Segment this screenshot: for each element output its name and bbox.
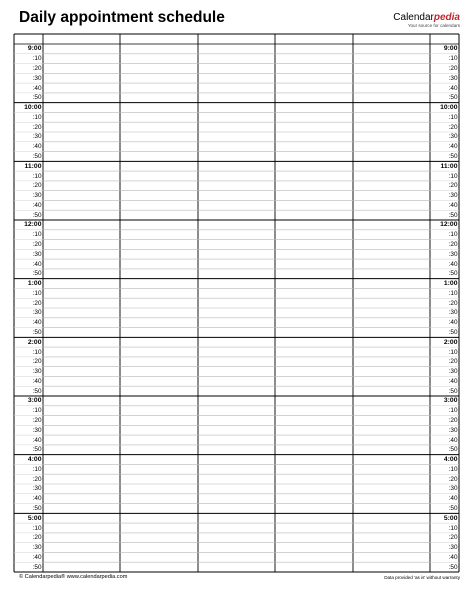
minute-label: :10 <box>448 524 458 532</box>
hour-label: 1:00 <box>443 280 458 288</box>
minute-label: :20 <box>448 358 458 366</box>
minute-label: :30 <box>448 309 458 317</box>
minute-label: :40 <box>448 201 458 209</box>
minute-label: :20 <box>448 475 458 483</box>
minute-label: :40 <box>448 436 458 444</box>
hour-label: 3:00 <box>443 397 458 405</box>
hour-label: 3:00 <box>27 397 42 405</box>
minute-label: :10 <box>32 524 42 532</box>
brand-name-part1: Calendar <box>393 12 434 23</box>
minute-label: :50 <box>448 387 458 395</box>
hour-label: 5:00 <box>443 514 458 522</box>
minute-label: :50 <box>32 446 42 454</box>
minute-label: :40 <box>32 495 42 503</box>
minute-label: :30 <box>448 544 458 552</box>
footer-disclaimer: Data provided 'as is' without warranty <box>384 575 460 580</box>
hour-label: 1:00 <box>27 280 42 288</box>
hour-label: 10:00 <box>24 104 42 112</box>
minute-label: :30 <box>448 192 458 200</box>
minute-label: :30 <box>32 426 42 434</box>
minute-label: :30 <box>448 485 458 493</box>
minute-label: :30 <box>32 485 42 493</box>
minute-label: :40 <box>448 84 458 92</box>
minute-label: :40 <box>32 319 42 327</box>
hour-label: 12:00 <box>440 221 458 229</box>
minute-label: :10 <box>448 289 458 297</box>
hour-label: 12:00 <box>24 221 42 229</box>
minute-label: :20 <box>448 182 458 190</box>
minute-label: :20 <box>32 64 42 72</box>
hour-label: 11:00 <box>24 162 42 170</box>
page-title: Daily appointment schedule <box>19 9 225 26</box>
minute-label: :50 <box>448 563 458 571</box>
minute-label: :10 <box>32 289 42 297</box>
hour-label: 4:00 <box>443 456 458 464</box>
minute-label: :30 <box>32 133 42 141</box>
minute-label: :40 <box>448 553 458 561</box>
minute-label: :20 <box>448 299 458 307</box>
minute-label: :30 <box>32 309 42 317</box>
minute-label: :20 <box>32 534 42 542</box>
minute-label: :10 <box>32 407 42 415</box>
brand-name-part2: pedia <box>433 12 460 23</box>
brand-tagline: Your source for calendars <box>407 23 460 28</box>
minute-label: :10 <box>448 465 458 473</box>
hour-label: 5:00 <box>27 514 42 522</box>
minute-label: :30 <box>448 250 458 258</box>
minute-label: :50 <box>32 504 42 512</box>
minute-label: :40 <box>32 260 42 268</box>
minute-label: :20 <box>448 64 458 72</box>
minute-label: :30 <box>32 192 42 200</box>
minute-label: :20 <box>32 182 42 190</box>
minute-label: :20 <box>448 416 458 424</box>
minute-label: :40 <box>448 260 458 268</box>
minute-label: :40 <box>448 143 458 151</box>
minute-label: :50 <box>32 211 42 219</box>
minute-label: :10 <box>448 407 458 415</box>
minute-label: :50 <box>32 328 42 336</box>
minute-label: :30 <box>448 74 458 82</box>
minute-label: :10 <box>32 231 42 239</box>
minute-label: :40 <box>32 201 42 209</box>
minute-label: :50 <box>448 94 458 102</box>
minute-label: :10 <box>448 55 458 63</box>
minute-label: :50 <box>32 94 42 102</box>
minute-label: :40 <box>32 377 42 385</box>
minute-label: :10 <box>32 172 42 180</box>
hour-label: 2:00 <box>27 338 42 346</box>
minute-label: :20 <box>448 240 458 248</box>
minute-label: :10 <box>32 348 42 356</box>
minute-label: :20 <box>32 240 42 248</box>
minute-label: :50 <box>448 270 458 278</box>
minute-label: :30 <box>32 74 42 82</box>
minute-label: :50 <box>448 211 458 219</box>
minute-label: :20 <box>32 299 42 307</box>
minute-label: :50 <box>32 152 42 160</box>
minute-label: :30 <box>448 426 458 434</box>
minute-label: :50 <box>32 563 42 571</box>
minute-label: :40 <box>448 319 458 327</box>
minute-label: :20 <box>448 534 458 542</box>
minute-label: :20 <box>32 123 42 131</box>
minute-label: :10 <box>448 172 458 180</box>
minute-label: :10 <box>448 348 458 356</box>
minute-label: :40 <box>448 377 458 385</box>
minute-label: :50 <box>32 387 42 395</box>
minute-label: :30 <box>448 368 458 376</box>
minute-label: :50 <box>32 270 42 278</box>
minute-label: :10 <box>32 465 42 473</box>
minute-label: :20 <box>448 123 458 131</box>
minute-label: :30 <box>32 544 42 552</box>
minute-label: :50 <box>448 328 458 336</box>
minute-label: :30 <box>32 368 42 376</box>
minute-label: :50 <box>448 504 458 512</box>
footer-copyright: © Calendarpedia® www.calendarpedia.com <box>19 574 128 580</box>
minute-label: :40 <box>32 84 42 92</box>
hour-label: 11:00 <box>440 162 458 170</box>
minute-label: :30 <box>448 133 458 141</box>
minute-label: :10 <box>448 113 458 121</box>
minute-label: :20 <box>32 475 42 483</box>
minute-label: :40 <box>32 436 42 444</box>
minute-label: :10 <box>448 231 458 239</box>
minute-label: :50 <box>448 446 458 454</box>
hour-label: 4:00 <box>27 456 42 464</box>
minute-label: :50 <box>448 152 458 160</box>
minute-label: :10 <box>32 55 42 63</box>
hour-label: 2:00 <box>443 338 458 346</box>
hour-label: 9:00 <box>443 45 458 53</box>
minute-label: :20 <box>32 358 42 366</box>
hour-label: 9:00 <box>27 45 42 53</box>
minute-label: :10 <box>32 113 42 121</box>
hour-label: 10:00 <box>440 104 458 112</box>
minute-label: :20 <box>32 416 42 424</box>
minute-label: :40 <box>32 553 42 561</box>
minute-label: :40 <box>32 143 42 151</box>
minute-label: :40 <box>448 495 458 503</box>
minute-label: :30 <box>32 250 42 258</box>
